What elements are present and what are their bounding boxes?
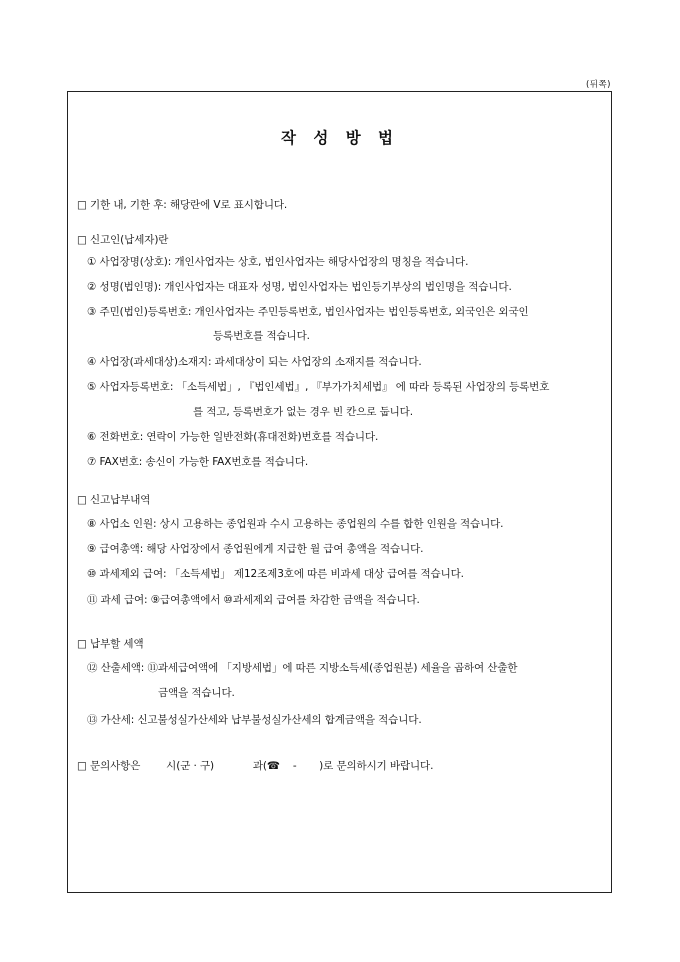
list-item: ⑦ FAX번호: 송신이 가능한 FAX번호를 적습니다. bbox=[87, 456, 309, 468]
list-item: ② 성명(법인명): 개인사업자는 대표자 성명, 법인사업자는 법인등기부상의 법인명을 적습니다. bbox=[87, 281, 512, 293]
list-item: ① 사업장명(상호): 개인사업자는 상호, 법인사업자는 해당사업장의 명칭을 적습니다. bbox=[87, 256, 469, 268]
list-item: ⑪ 과세 급여: ⑨급여총액에서 ⑩과세제외 급여를 차감한 금액을 적습니다. bbox=[87, 594, 420, 606]
list-item-continuation: 등록번호를 적습니다. bbox=[213, 330, 310, 342]
list-item: ⑧ 사업소 인원: 상시 고용하는 종업원과 수시 고용하는 종업원의 수를 합한 인원을 적습니다. bbox=[87, 518, 504, 530]
list-item: ⑩ 과세제외 급여: 「소득세법」 제12조제3호에 따른 비과세 대상 급여를 적습니다. bbox=[87, 568, 464, 580]
list-item: ⑤ 사업자등록번호: 「소득세법」, 『법인세법』, 『부가가치세법』 에 따라 등록된 사업장의 등록번호 bbox=[87, 381, 550, 393]
section-heading-deadline: □ 기한 내, 기한 후: 해당란에 V로 표시합니다. bbox=[77, 199, 288, 211]
list-item: ⑬ 가산세: 신고불성실가산세와 납부불성실가산세의 합계금액을 적습니다. bbox=[87, 714, 422, 726]
page-side-label: (뒤쪽) bbox=[585, 80, 611, 90]
page-title: 작 성 방 법 bbox=[280, 129, 400, 147]
section-heading-payment-details: □ 신고납부내역 bbox=[77, 494, 151, 506]
list-item-continuation: 금액을 적습니다. bbox=[158, 687, 235, 699]
list-item: ⑥ 전화번호: 연락이 가능한 일반전화(휴대전화)번호를 적습니다. bbox=[87, 431, 379, 443]
section-heading-inquiry: □ 문의사항은 시(군 · 구) 과(☎ - )로 문의하시기 바랍니다. bbox=[77, 760, 434, 772]
section-heading-tax-due: □ 납부할 세액 bbox=[77, 638, 144, 650]
list-item: ③ 주민(법인)등록번호: 개인사업자는 주민등록번호, 법인사업자는 법인등록번호, 외국인은 외국인 bbox=[87, 306, 529, 318]
list-item-continuation: 를 적고, 등록번호가 없는 경우 빈 칸으로 둡니다. bbox=[193, 406, 413, 418]
list-item: ⑨ 급여총액: 해당 사업장에서 종업원에게 지급한 월 급여 총액을 적습니다. bbox=[87, 543, 424, 555]
list-item: ④ 사업장(과세대상)소재지: 과세대상이 되는 사업장의 소재지를 적습니다. bbox=[87, 356, 422, 368]
section-heading-filer: □ 신고인(납세자)란 bbox=[77, 234, 169, 246]
list-item: ⑫ 산출세액: ⑪과세급여액에 「지방세법」에 따른 지방소득세(종업원분) 세율을 곱하여 산출한 bbox=[87, 662, 518, 674]
